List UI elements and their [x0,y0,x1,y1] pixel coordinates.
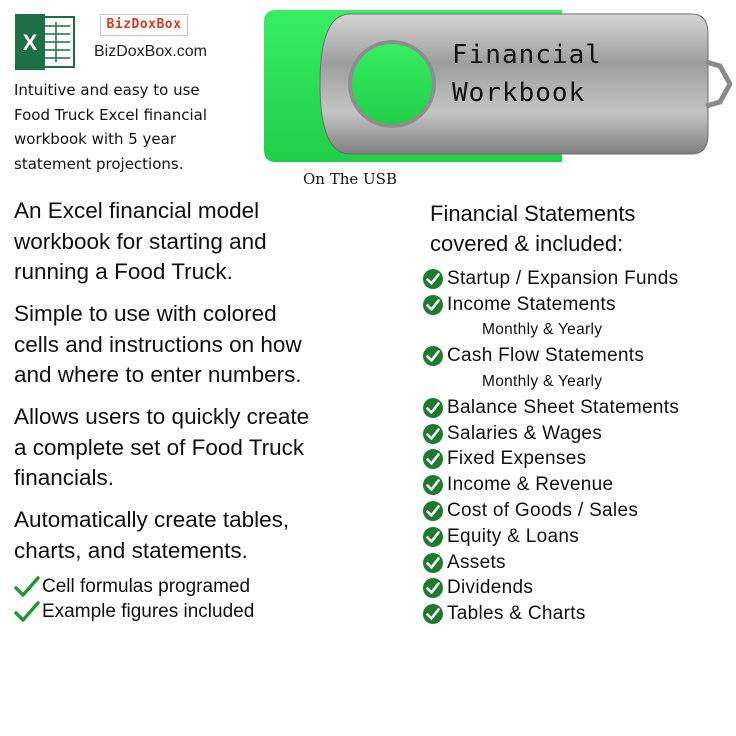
statement-item [422,447,732,473]
check-circle-icon [422,423,444,445]
feature-item [14,576,250,598]
heading-line: covered & included: [430,231,624,256]
statement-item [422,292,732,318]
statement-label: Monthly & Yearly [482,321,603,339]
statement-label: Startup / Expansion Funds [447,267,679,289]
checkmark-icon [14,601,40,623]
statement-label: Assets [447,551,506,573]
statement-item [422,601,732,627]
excel-logo-icon [14,14,76,70]
statement-label: Income & Revenue [447,474,614,496]
check-circle-icon [422,448,444,470]
paragraph-line: Allows users to quickly create [14,404,310,429]
statement-label: Dividends [447,577,534,599]
description-paragraph [14,402,404,494]
intro-line: workbook with 5 year [14,130,176,148]
checkmark-icon [14,576,40,598]
check-circle-icon [422,294,444,316]
statement-item [422,421,732,447]
check-circle-icon [422,552,444,574]
statement-subitem [422,369,732,395]
intro-line: Intuitive and easy to use [14,81,200,99]
heading-line: Financial Statements [430,201,636,226]
paragraph-line: charts, and statements. [14,537,248,563]
check-circle-icon [422,397,444,419]
statement-label: Balance Sheet Statements [447,396,680,418]
statement-subitem [422,318,732,344]
intro-line: statement projections. [14,154,184,173]
bizdoxbox-badge: BizDoxBox [100,14,188,36]
check-circle-icon [422,268,444,290]
intro-line: Food Truck Excel financial [14,105,208,124]
feature-label: Example figures included [42,601,255,622]
statements-list [422,266,732,627]
description-paragraph [14,299,404,391]
statement-label: Fixed Expenses [447,448,587,470]
paragraph-line: and where to enter numbers. [14,362,302,387]
paragraph-line: running a Food Truck. [14,259,233,284]
check-circle-icon [422,526,444,548]
statement-item [422,550,732,576]
statement-label: Monthly & Yearly [482,373,603,391]
paragraph-line: a complete set of Food Truck [14,434,305,460]
description-paragraph [14,505,404,566]
check-circle-icon [422,577,444,599]
check-circle-icon [422,345,444,367]
statements-heading [430,199,730,259]
statement-item [422,266,732,292]
paragraph-line: An Excel financial model [14,198,260,223]
statement-label: Income Statements [447,293,616,315]
paragraph-line: Simple to use with colored [14,301,277,326]
intro-text [14,78,254,176]
statement-item [422,498,732,524]
paragraph-line: financials. [14,465,115,490]
statement-label: Cash Flow Statements [447,345,645,367]
statement-item [422,524,732,550]
check-circle-icon [422,500,444,522]
feature-label: Cell formulas programed [42,576,251,597]
svg-text:X: X [22,30,38,55]
usb-title-line1: Financial [452,40,602,70]
statement-item [422,343,732,369]
usb-caption: On The USB [303,170,397,188]
statement-item [422,576,732,602]
statement-label: Equity & Loans [447,525,580,547]
statement-item [422,395,732,421]
statement-label: Tables & Charts [447,603,586,625]
feature-item [14,601,254,623]
statement-label: Salaries & Wages [447,422,603,444]
usb-title-line2: Workbook [452,78,586,108]
statement-item [422,472,732,498]
description-paragraph [14,196,404,288]
statement-label: Cost of Goods / Sales [447,500,639,522]
paragraph-line: cells and instructions on how [14,331,302,357]
check-circle-icon [422,603,444,625]
paragraph-line: workbook for starting and [14,228,267,254]
site-url[interactable]: BizDoxBox.com [94,43,207,60]
paragraph-line: Automatically create tables, [14,507,290,532]
check-circle-icon [422,474,444,496]
